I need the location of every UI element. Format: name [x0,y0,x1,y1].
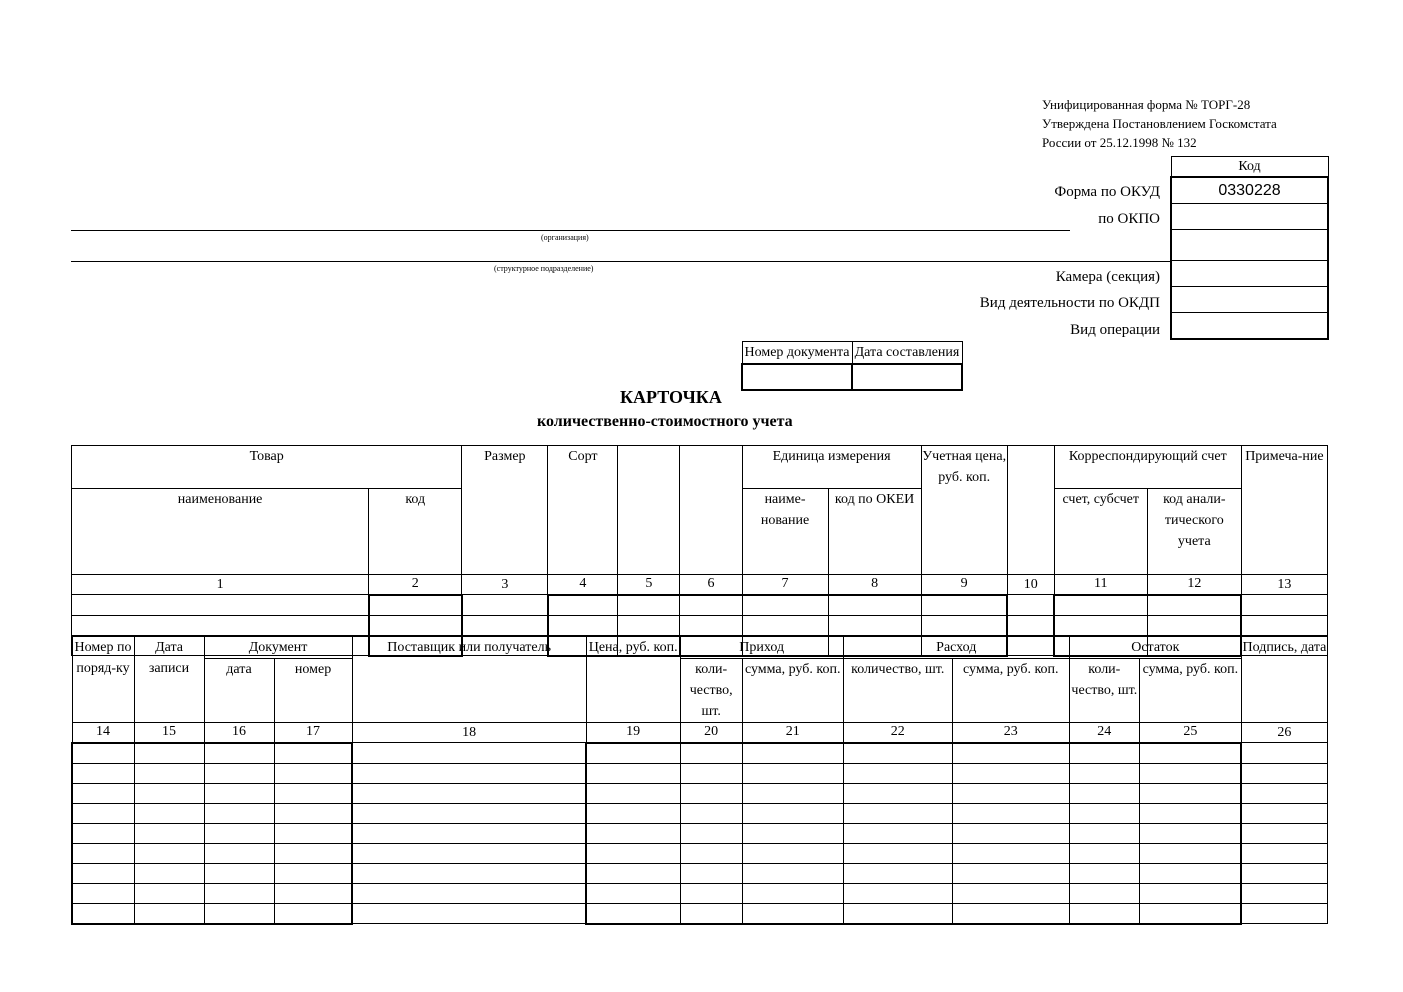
table-cell[interactable] [843,843,952,863]
col-doc-nomer: номер [274,659,352,723]
organization-caption: (организация) [541,233,589,242]
table-cell[interactable] [618,615,680,635]
table-cell[interactable] [1139,863,1241,883]
table-cell[interactable] [1241,883,1327,903]
column-number: 12 [1147,575,1241,595]
table-cell[interactable] [1241,843,1327,863]
table-cell[interactable] [72,743,134,764]
table-cell[interactable] [352,763,586,783]
doc-number-label: Номер документа [742,342,852,365]
table-cell[interactable] [586,763,680,783]
table-cell[interactable] [1069,903,1139,924]
okdp-label: Вид деятельности по ОКДП [979,295,1160,311]
table-cell[interactable] [586,743,680,764]
table-cell[interactable] [352,843,586,863]
camera-label: Камера (секция) [1055,269,1160,285]
table-cell[interactable] [134,823,204,843]
column-number: 9 [921,575,1007,595]
table-cell[interactable] [1069,883,1139,903]
table-cell[interactable] [952,783,1069,803]
division-line[interactable] [71,261,1170,262]
table-cell[interactable] [462,615,548,635]
col-ed-kod: код по ОКЕИ [828,489,921,575]
table-cell[interactable] [72,803,134,823]
column-number: 1 [72,575,369,595]
column-number: 4 [548,575,618,595]
okud-label: Форма по ОКУД [1054,184,1160,200]
table-cell[interactable] [1069,803,1139,823]
movement-table [71,636,1328,925]
column-number: 14 [72,723,134,743]
table-cell[interactable] [843,883,952,903]
table-cell[interactable] [274,763,352,783]
table-cell[interactable] [742,883,843,903]
table-cell[interactable] [1007,615,1054,635]
col-ed-naim: наиме-нование [742,489,828,575]
table-cell[interactable] [680,843,742,863]
table-cell[interactable] [274,883,352,903]
table-cell[interactable] [274,803,352,823]
table-cell[interactable] [1139,843,1241,863]
table-cell[interactable] [586,883,680,903]
form-line-2: Утверждена Постановлением Госкомстата [1042,116,1277,131]
table-cell[interactable] [72,903,134,924]
table-cell[interactable] [1139,883,1241,903]
column-number: 26 [1241,723,1327,743]
table-cell[interactable] [680,823,742,843]
form-line-3: России от 25.12.1998 № 132 [1042,135,1197,150]
table-cell[interactable] [586,783,680,803]
col-razmer: Размер [462,446,548,575]
col-doc-data: дата [204,659,274,723]
table-cell[interactable] [352,823,586,843]
table-cell[interactable] [352,863,586,883]
table-cell[interactable] [586,803,680,823]
table-cell[interactable] [274,863,352,883]
col-rashod-summa: сумма, руб. коп. [952,659,1069,723]
table-cell[interactable] [274,823,352,843]
column-number: 5 [618,575,680,595]
table-cell[interactable] [134,863,204,883]
column-number: 18 [352,723,586,743]
col-tovar: Товар [72,446,462,489]
col-korr-schet: Корреспондирующий счет [1054,446,1241,489]
table-cell[interactable] [742,803,843,823]
table-cell[interactable] [952,883,1069,903]
table-cell[interactable] [352,883,586,903]
table-cell[interactable] [952,803,1069,823]
doc-date-label: Дата составления [852,342,962,365]
table-cell[interactable] [618,595,680,616]
column-number: 2 [369,575,462,595]
camera-code-field[interactable] [1171,261,1328,287]
table-cell[interactable] [680,743,742,764]
col-rashod: Расход [843,637,1069,659]
okud-code-field[interactable]: 0330228 [1171,177,1328,204]
table-cell[interactable] [204,903,274,924]
table-cell[interactable] [1069,743,1139,764]
table-cell[interactable] [134,743,204,764]
table-cell[interactable] [1147,595,1241,616]
table-cell[interactable] [1069,843,1139,863]
table-cell[interactable] [274,783,352,803]
col-uchet-cena: Учетная цена, руб. коп. [921,446,1007,575]
doc-number-field[interactable] [742,364,852,390]
column-number: 16 [204,723,274,743]
table-cell[interactable] [742,763,843,783]
okpo-code-field[interactable] [1171,204,1328,230]
table-cell[interactable] [352,903,586,924]
table-cell[interactable] [952,743,1069,764]
col-ostatok-kol: коли-чество, шт. [1069,659,1139,723]
column-number: 23 [952,723,1069,743]
col-prihod-kol: коли-чество, шт. [680,659,742,723]
column-number: 25 [1139,723,1241,743]
column-number: 8 [828,575,921,595]
organization-line[interactable] [71,230,1070,231]
doc-date-field[interactable] [852,364,962,390]
table-cell[interactable] [952,763,1069,783]
table-cell[interactable] [1241,763,1327,783]
col-kod-analit: код анали-тического учета [1147,489,1241,575]
table-cell[interactable] [843,743,952,764]
table-cell[interactable] [72,883,134,903]
table-cell[interactable] [1139,823,1241,843]
table-cell[interactable] [369,595,462,616]
col-ostatok: Остаток [1069,637,1241,659]
table-cell[interactable] [72,863,134,883]
table-cell[interactable] [1147,615,1241,635]
table-cell[interactable] [680,883,742,903]
column-number: 10 [1007,575,1054,595]
table-cell[interactable] [134,843,204,863]
table-cell[interactable] [1139,763,1241,783]
col-podpis: Подпись, дата [1241,637,1327,723]
table-cell[interactable] [204,803,274,823]
table-cell[interactable] [680,803,742,823]
codes-table [1170,156,1329,340]
column-number: 21 [742,723,843,743]
table-cell[interactable] [134,783,204,803]
okdp-code-field[interactable] [1171,287,1328,313]
code-caption: Код [1171,157,1328,178]
table-cell[interactable] [274,843,352,863]
table-cell[interactable] [1241,615,1327,635]
column-number: 6 [680,575,742,595]
document-info-table [741,341,963,391]
table-cell[interactable] [742,743,843,764]
col-edinica: Единица измерения [742,446,921,489]
table-cell[interactable] [204,863,274,883]
okpo-label: по ОКПО [1098,211,1160,227]
col-prihod: Приход [680,637,843,659]
column-number: 11 [1054,575,1147,595]
table-cell[interactable] [548,615,618,635]
table-cell[interactable] [134,903,204,924]
column-number: 22 [843,723,952,743]
column-number: 3 [462,575,548,595]
table-cell[interactable] [680,763,742,783]
table-cell[interactable] [680,783,742,803]
operation-code-field[interactable] [1171,313,1328,340]
table-cell[interactable] [1069,863,1139,883]
table-cell[interactable] [952,903,1069,924]
table-cell[interactable] [204,763,274,783]
table-cell[interactable] [1054,615,1147,635]
table-cell[interactable] [462,595,548,616]
table-cell[interactable] [72,615,369,635]
table-cell[interactable] [843,823,952,843]
table-cell[interactable] [1007,595,1054,616]
form-reference [1042,95,1277,152]
table-cell[interactable] [1069,823,1139,843]
table-cell[interactable] [1139,743,1241,764]
table-cell[interactable] [921,595,1007,616]
table-cell[interactable] [843,783,952,803]
table-cell[interactable] [952,863,1069,883]
table-cell[interactable] [843,903,952,924]
col-postavshik: Поставщик или получатель [352,637,586,723]
table-cell[interactable] [742,823,843,843]
table-cell[interactable] [72,823,134,843]
table-cell[interactable] [72,595,369,616]
col-rashod-kol: количество, шт. [843,659,952,723]
col-nomer: Номер по поряд-ку [72,637,134,723]
table-cell[interactable] [204,783,274,803]
table-cell[interactable] [1241,903,1327,924]
table-cell[interactable] [1241,803,1327,823]
table-cell[interactable] [843,863,952,883]
operation-label: Вид операции [1070,322,1160,338]
column-number: 15 [134,723,204,743]
table-cell[interactable] [742,783,843,803]
table-cell[interactable] [274,743,352,764]
table-cell[interactable] [72,763,134,783]
table-cell[interactable] [352,783,586,803]
table-cell[interactable] [548,595,618,616]
table-cell[interactable] [1069,763,1139,783]
table-cell[interactable] [72,843,134,863]
col-ostatok-summa: сумма, руб. коп. [1139,659,1241,723]
form-line-1: Унифицированная форма № ТОРГ-28 [1042,97,1251,112]
table-cell[interactable] [828,595,921,616]
table-cell[interactable] [1241,743,1327,764]
table-cell[interactable] [586,843,680,863]
table-cell[interactable] [843,763,952,783]
table-cell[interactable] [274,903,352,924]
col-primechanie: Примеча-ние [1241,446,1327,575]
col-schet-subschet: счет, субсчет [1054,489,1147,575]
col-sort: Сорт [548,446,618,575]
table-cell[interactable] [680,863,742,883]
table-cell[interactable] [680,903,742,924]
table-cell[interactable] [742,863,843,883]
table-cell[interactable] [742,595,828,616]
table-cell[interactable] [1054,595,1147,616]
table-cell[interactable] [1241,783,1327,803]
division-code-field[interactable] [1171,230,1328,261]
column-number: 19 [586,723,680,743]
table-cell[interactable] [1069,783,1139,803]
column-number: 7 [742,575,828,595]
table-cell[interactable] [952,823,1069,843]
table-cell[interactable] [134,883,204,903]
table-cell[interactable] [204,883,274,903]
table-cell[interactable] [742,615,828,635]
table-cell[interactable] [828,615,921,635]
table-cell[interactable] [134,763,204,783]
column-number: 13 [1241,575,1327,595]
table-cell[interactable] [352,743,586,764]
table-cell[interactable] [1241,863,1327,883]
col-dokument: Документ [204,637,352,659]
column-number: 17 [274,723,352,743]
table-cell[interactable] [586,903,680,924]
col-6 [680,446,742,575]
card-subtitle: количественно-стоимостного учета [537,413,793,430]
table-cell[interactable] [1139,803,1241,823]
column-number: 20 [680,723,742,743]
table-cell[interactable] [1241,595,1327,616]
table-cell[interactable] [1241,823,1327,843]
col-cena: Цена, руб. коп. [586,637,680,723]
table-cell[interactable] [204,743,274,764]
table-cell[interactable] [586,863,680,883]
column-number: 24 [1069,723,1139,743]
col-naimenovanie: наименование [72,489,369,575]
col-kod: код [369,489,462,575]
table-cell[interactable] [134,803,204,823]
table-cell[interactable] [742,843,843,863]
col-5 [618,446,680,575]
table-cell[interactable] [352,803,586,823]
table-cell[interactable] [680,615,742,635]
table-cell[interactable] [680,595,742,616]
table-cell[interactable] [586,823,680,843]
table-cell[interactable] [1139,783,1241,803]
division-caption: (структурное подразделение) [494,264,594,273]
col-data-zapisi: Дата записи [134,637,204,723]
col-prihod-summa: сумма, руб. коп. [742,659,843,723]
table-cell[interactable] [1139,903,1241,924]
table-cell[interactable] [742,903,843,924]
table-cell[interactable] [204,823,274,843]
col-10 [1007,446,1054,575]
table-cell[interactable] [369,615,462,635]
table-cell[interactable] [921,615,1007,635]
table-cell[interactable] [843,803,952,823]
goods-table [71,445,1328,657]
table-cell[interactable] [72,783,134,803]
table-cell[interactable] [204,843,274,863]
table-cell[interactable] [952,843,1069,863]
card-title: КАРТОЧКА [620,387,722,407]
